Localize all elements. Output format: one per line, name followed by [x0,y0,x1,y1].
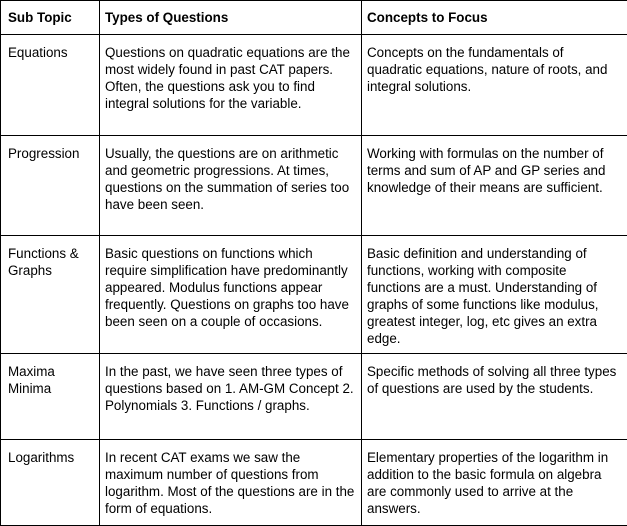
types-of-questions-cell: Questions on quadratic equations are the most widely found in past CAT papers. Often, the questions ask you to find integral solutions for the variable. [100,35,362,136]
types-of-questions-cell: Basic questions on functions which require simplification have predominantly appeared. Modulus functions appear frequently. Questions on graphs too have been seen on a couple of occasions. [100,236,362,354]
header-sub-topic: Sub Topic [1,1,100,35]
concepts-to-focus-cell: Specific methods of solving all three types of questions are used by the students. [362,354,627,440]
table-row [1,354,627,440]
types-of-questions-cell: In recent CAT exams we saw the maximum number of questions from logarithm. Most of the questions are in the form of equations. [100,440,362,526]
types-of-questions-cell: In the past, we have seen three types of questions based on 1. AM-GM Concept 2. Polynomials 3. Functions / graphs. [100,354,362,440]
header-types-of-questions: Types of Questions [100,1,362,35]
concepts-to-focus-cell: Elementary properties of the logarithm in addition to the basic formula on algebra are commonly used to arrive at the answers. [362,440,627,526]
concepts-to-focus-cell: Working with formulas on the number of terms and sum of AP and GP series and knowledge of their means are sufficient. [362,136,627,236]
table-row [1,35,627,136]
sub-topic-cell: Progression [1,136,100,236]
types-of-questions-cell: Usually, the questions are on arithmetic and geometric progressions. At times, questions on the summation of series too have been seen. [100,136,362,236]
concepts-to-focus-cell: Basic definition and understanding of functions, working with composite functions are a must. Understanding of graphs of some functions like modulus, greatest integer, log, etc gives an extra edge. [362,236,627,354]
table-row [1,236,627,354]
sub-topic-cell: Logarithms [1,440,100,526]
table-row [1,136,627,236]
concepts-to-focus-cell: Concepts on the fundamentals of quadratic equations, nature of roots, and integral solutions. [362,35,627,136]
table-row [1,440,627,526]
sub-topic-cell: Maxima Minima [1,354,100,440]
sub-topic-cell: Equations [1,35,100,136]
header-concepts-to-focus: Concepts to Focus [362,1,627,35]
header-row [1,1,627,35]
sub-topic-cell: Functions & Graphs [1,236,100,354]
